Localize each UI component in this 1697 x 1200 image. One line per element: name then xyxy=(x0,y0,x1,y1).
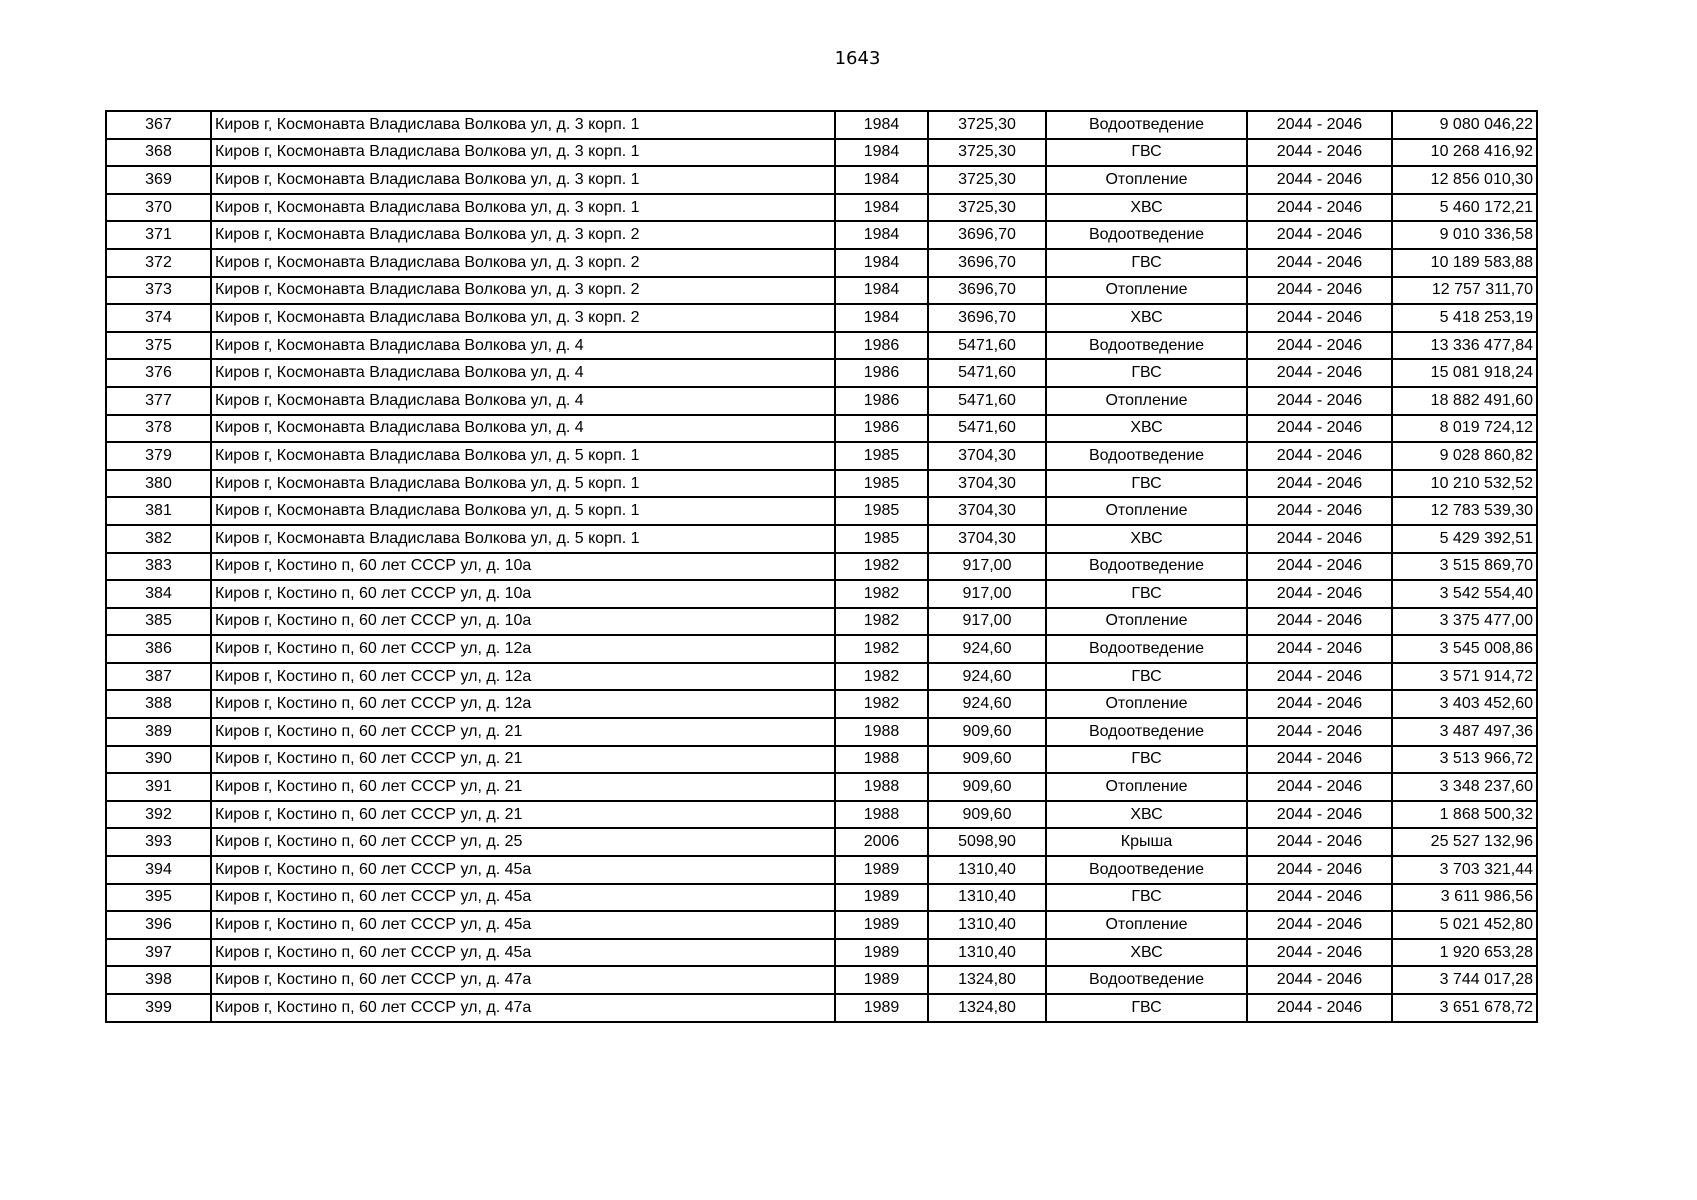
cost-cell: 5 460 172,21 xyxy=(1392,194,1537,222)
work-type-cell: Водоотведение xyxy=(1046,221,1247,249)
period-cell: 2044 - 2046 xyxy=(1247,994,1392,1022)
year-cell: 1984 xyxy=(835,221,928,249)
table-row xyxy=(106,856,1537,884)
cost-cell: 3 375 477,00 xyxy=(1392,608,1537,636)
work-type-cell: ХВС xyxy=(1046,415,1247,443)
period-cell: 2044 - 2046 xyxy=(1247,553,1392,581)
period-cell: 2044 - 2046 xyxy=(1247,304,1392,332)
table-row xyxy=(106,608,1537,636)
area-cell: 3704,30 xyxy=(928,497,1046,525)
repair-schedule-table xyxy=(105,110,1538,1023)
address-cell: Киров г, Костино п, 60 лет СССР ул, д. 10а xyxy=(211,580,835,608)
row-number-cell: 375 xyxy=(106,332,211,360)
cost-cell: 8 019 724,12 xyxy=(1392,415,1537,443)
table-row xyxy=(106,746,1537,774)
address-cell: Киров г, Космонавта Владислава Волкова ул, д. 5 корп. 1 xyxy=(211,497,835,525)
cost-cell: 15 081 918,24 xyxy=(1392,359,1537,387)
address-cell: Киров г, Космонавта Владислава Волкова ул, д. 4 xyxy=(211,359,835,387)
table-row xyxy=(106,166,1537,194)
cost-cell: 3 403 452,60 xyxy=(1392,690,1537,718)
area-cell: 917,00 xyxy=(928,553,1046,581)
year-cell: 1984 xyxy=(835,304,928,332)
year-cell: 1988 xyxy=(835,718,928,746)
row-number-cell: 372 xyxy=(106,249,211,277)
row-number-cell: 392 xyxy=(106,801,211,829)
year-cell: 1985 xyxy=(835,525,928,553)
row-number-cell: 376 xyxy=(106,359,211,387)
work-type-cell: Водоотведение xyxy=(1046,966,1247,994)
cost-cell: 10 268 416,92 xyxy=(1392,139,1537,167)
cost-cell: 3 651 678,72 xyxy=(1392,994,1537,1022)
period-cell: 2044 - 2046 xyxy=(1247,442,1392,470)
year-cell: 1989 xyxy=(835,856,928,884)
work-type-cell: Отопление xyxy=(1046,911,1247,939)
year-cell: 1989 xyxy=(835,966,928,994)
work-type-cell: Отопление xyxy=(1046,497,1247,525)
table-row xyxy=(106,828,1537,856)
year-cell: 1984 xyxy=(835,139,928,167)
area-cell: 909,60 xyxy=(928,773,1046,801)
period-cell: 2044 - 2046 xyxy=(1247,359,1392,387)
table-row xyxy=(106,249,1537,277)
address-cell: Киров г, Космонавта Владислава Волкова ул, д. 3 корп. 1 xyxy=(211,166,835,194)
area-cell: 924,60 xyxy=(928,690,1046,718)
address-cell: Киров г, Космонавта Владислава Волкова ул, д. 5 корп. 1 xyxy=(211,470,835,498)
year-cell: 1982 xyxy=(835,608,928,636)
table-row xyxy=(106,801,1537,829)
area-cell: 924,60 xyxy=(928,663,1046,691)
row-number-cell: 377 xyxy=(106,387,211,415)
year-cell: 1988 xyxy=(835,746,928,774)
work-type-cell: Водоотведение xyxy=(1046,111,1247,139)
year-cell: 1982 xyxy=(835,690,928,718)
address-cell: Киров г, Космонавта Владислава Волкова ул, д. 3 корп. 1 xyxy=(211,194,835,222)
table-row xyxy=(106,470,1537,498)
table-row xyxy=(106,773,1537,801)
address-cell: Киров г, Костино п, 60 лет СССР ул, д. 10а xyxy=(211,608,835,636)
table-row xyxy=(106,939,1537,967)
area-cell: 1324,80 xyxy=(928,966,1046,994)
row-number-cell: 397 xyxy=(106,939,211,967)
row-number-cell: 398 xyxy=(106,966,211,994)
area-cell: 1324,80 xyxy=(928,994,1046,1022)
area-cell: 3704,30 xyxy=(928,442,1046,470)
area-cell: 924,60 xyxy=(928,635,1046,663)
table-row xyxy=(106,884,1537,912)
row-number-cell: 393 xyxy=(106,828,211,856)
address-cell: Киров г, Костино п, 60 лет СССР ул, д. 12а xyxy=(211,690,835,718)
period-cell: 2044 - 2046 xyxy=(1247,773,1392,801)
year-cell: 1985 xyxy=(835,442,928,470)
cost-cell: 3 515 869,70 xyxy=(1392,553,1537,581)
table-row xyxy=(106,553,1537,581)
cost-cell: 12 856 010,30 xyxy=(1392,166,1537,194)
cost-cell: 9 010 336,58 xyxy=(1392,221,1537,249)
area-cell: 3696,70 xyxy=(928,249,1046,277)
cost-cell: 5 418 253,19 xyxy=(1392,304,1537,332)
period-cell: 2044 - 2046 xyxy=(1247,221,1392,249)
area-cell: 909,60 xyxy=(928,801,1046,829)
row-number-cell: 387 xyxy=(106,663,211,691)
row-number-cell: 369 xyxy=(106,166,211,194)
area-cell: 5098,90 xyxy=(928,828,1046,856)
table-body xyxy=(106,111,1537,1022)
table-row xyxy=(106,139,1537,167)
row-number-cell: 382 xyxy=(106,525,211,553)
year-cell: 1989 xyxy=(835,939,928,967)
table-row xyxy=(106,415,1537,443)
area-cell: 1310,40 xyxy=(928,884,1046,912)
area-cell: 5471,60 xyxy=(928,359,1046,387)
address-cell: Киров г, Космонавта Владислава Волкова ул, д. 3 корп. 2 xyxy=(211,304,835,332)
table-row xyxy=(106,277,1537,305)
row-number-cell: 379 xyxy=(106,442,211,470)
year-cell: 1982 xyxy=(835,580,928,608)
cost-cell: 9 028 860,82 xyxy=(1392,442,1537,470)
address-cell: Киров г, Костино п, 60 лет СССР ул, д. 21 xyxy=(211,718,835,746)
table-row xyxy=(106,387,1537,415)
work-type-cell: ГВС xyxy=(1046,994,1247,1022)
table-row xyxy=(106,994,1537,1022)
work-type-cell: Водоотведение xyxy=(1046,442,1247,470)
area-cell: 5471,60 xyxy=(928,415,1046,443)
year-cell: 1988 xyxy=(835,801,928,829)
page-number: 1643 xyxy=(834,48,881,69)
table-row xyxy=(106,304,1537,332)
work-type-cell: Отопление xyxy=(1046,608,1247,636)
cost-cell: 3 513 966,72 xyxy=(1392,746,1537,774)
address-cell: Киров г, Костино п, 60 лет СССР ул, д. 47а xyxy=(211,966,835,994)
area-cell: 3725,30 xyxy=(928,111,1046,139)
area-cell: 3696,70 xyxy=(928,304,1046,332)
period-cell: 2044 - 2046 xyxy=(1247,856,1392,884)
table-row xyxy=(106,966,1537,994)
period-cell: 2044 - 2046 xyxy=(1247,497,1392,525)
row-number-cell: 396 xyxy=(106,911,211,939)
table-row xyxy=(106,332,1537,360)
cost-cell: 1 920 653,28 xyxy=(1392,939,1537,967)
cost-cell: 3 744 017,28 xyxy=(1392,966,1537,994)
cost-cell: 5 021 452,80 xyxy=(1392,911,1537,939)
area-cell: 3704,30 xyxy=(928,525,1046,553)
period-cell: 2044 - 2046 xyxy=(1247,884,1392,912)
period-cell: 2044 - 2046 xyxy=(1247,939,1392,967)
address-cell: Киров г, Костино п, 60 лет СССР ул, д. 45а xyxy=(211,911,835,939)
table-row xyxy=(106,580,1537,608)
period-cell: 2044 - 2046 xyxy=(1247,635,1392,663)
work-type-cell: ГВС xyxy=(1046,663,1247,691)
work-type-cell: ГВС xyxy=(1046,884,1247,912)
table-row xyxy=(106,359,1537,387)
work-type-cell: Крыша xyxy=(1046,828,1247,856)
area-cell: 909,60 xyxy=(928,746,1046,774)
work-type-cell: ГВС xyxy=(1046,359,1247,387)
area-cell: 3696,70 xyxy=(928,221,1046,249)
work-type-cell: Водоотведение xyxy=(1046,553,1247,581)
address-cell: Киров г, Космонавта Владислава Волкова ул, д. 3 корп. 2 xyxy=(211,277,835,305)
area-cell: 917,00 xyxy=(928,580,1046,608)
year-cell: 1984 xyxy=(835,277,928,305)
table-row xyxy=(106,635,1537,663)
year-cell: 1985 xyxy=(835,497,928,525)
row-number-cell: 383 xyxy=(106,553,211,581)
address-cell: Киров г, Костино п, 60 лет СССР ул, д. 21 xyxy=(211,773,835,801)
cost-cell: 10 189 583,88 xyxy=(1392,249,1537,277)
work-type-cell: ХВС xyxy=(1046,939,1247,967)
table-row xyxy=(106,442,1537,470)
work-type-cell: Водоотведение xyxy=(1046,718,1247,746)
address-cell: Киров г, Космонавта Владислава Волкова ул, д. 4 xyxy=(211,332,835,360)
period-cell: 2044 - 2046 xyxy=(1247,277,1392,305)
row-number-cell: 374 xyxy=(106,304,211,332)
period-cell: 2044 - 2046 xyxy=(1247,718,1392,746)
cost-cell: 3 703 321,44 xyxy=(1392,856,1537,884)
period-cell: 2044 - 2046 xyxy=(1247,690,1392,718)
work-type-cell: ГВС xyxy=(1046,249,1247,277)
work-type-cell: ГВС xyxy=(1046,470,1247,498)
work-type-cell: Отопление xyxy=(1046,690,1247,718)
year-cell: 1984 xyxy=(835,111,928,139)
address-cell: Киров г, Космонавта Владислава Волкова ул, д. 4 xyxy=(211,387,835,415)
work-type-cell: Водоотведение xyxy=(1046,635,1247,663)
row-number-cell: 394 xyxy=(106,856,211,884)
period-cell: 2044 - 2046 xyxy=(1247,828,1392,856)
table-row xyxy=(106,718,1537,746)
table-row xyxy=(106,111,1537,139)
cost-cell: 3 611 986,56 xyxy=(1392,884,1537,912)
row-number-cell: 391 xyxy=(106,773,211,801)
year-cell: 1984 xyxy=(835,166,928,194)
address-cell: Киров г, Космонавта Владислава Волкова ул, д. 3 корп. 2 xyxy=(211,221,835,249)
year-cell: 1984 xyxy=(835,194,928,222)
row-number-cell: 384 xyxy=(106,580,211,608)
row-number-cell: 373 xyxy=(106,277,211,305)
year-cell: 1982 xyxy=(835,553,928,581)
area-cell: 5471,60 xyxy=(928,332,1046,360)
cost-cell: 5 429 392,51 xyxy=(1392,525,1537,553)
area-cell: 3725,30 xyxy=(928,139,1046,167)
row-number-cell: 381 xyxy=(106,497,211,525)
row-number-cell: 370 xyxy=(106,194,211,222)
address-cell: Киров г, Костино п, 60 лет СССР ул, д. 21 xyxy=(211,746,835,774)
cost-cell: 3 348 237,60 xyxy=(1392,773,1537,801)
address-cell: Киров г, Костино п, 60 лет СССР ул, д. 45а xyxy=(211,939,835,967)
row-number-cell: 385 xyxy=(106,608,211,636)
period-cell: 2044 - 2046 xyxy=(1247,166,1392,194)
address-cell: Киров г, Костино п, 60 лет СССР ул, д. 12а xyxy=(211,635,835,663)
cost-cell: 9 080 046,22 xyxy=(1392,111,1537,139)
area-cell: 917,00 xyxy=(928,608,1046,636)
address-cell: Киров г, Космонавта Владислава Волкова ул, д. 3 корп. 2 xyxy=(211,249,835,277)
row-number-cell: 380 xyxy=(106,470,211,498)
row-number-cell: 367 xyxy=(106,111,211,139)
cost-cell: 18 882 491,60 xyxy=(1392,387,1537,415)
address-cell: Киров г, Костино п, 60 лет СССР ул, д. 10а xyxy=(211,553,835,581)
address-cell: Киров г, Космонавта Владислава Волкова ул, д. 5 корп. 1 xyxy=(211,525,835,553)
row-number-cell: 395 xyxy=(106,884,211,912)
area-cell: 1310,40 xyxy=(928,911,1046,939)
address-cell: Киров г, Костино п, 60 лет СССР ул, д. 47а xyxy=(211,994,835,1022)
period-cell: 2044 - 2046 xyxy=(1247,801,1392,829)
area-cell: 3704,30 xyxy=(928,470,1046,498)
work-type-cell: Отопление xyxy=(1046,387,1247,415)
work-type-cell: ГВС xyxy=(1046,139,1247,167)
row-number-cell: 388 xyxy=(106,690,211,718)
year-cell: 1986 xyxy=(835,415,928,443)
period-cell: 2044 - 2046 xyxy=(1247,387,1392,415)
period-cell: 2044 - 2046 xyxy=(1247,525,1392,553)
row-number-cell: 389 xyxy=(106,718,211,746)
year-cell: 2006 xyxy=(835,828,928,856)
area-cell: 3696,70 xyxy=(928,277,1046,305)
year-cell: 1984 xyxy=(835,249,928,277)
cost-cell: 12 783 539,30 xyxy=(1392,497,1537,525)
address-cell: Киров г, Костино п, 60 лет СССР ул, д. 12а xyxy=(211,663,835,691)
address-cell: Киров г, Космонавта Владислава Волкова ул, д. 4 xyxy=(211,415,835,443)
work-type-cell: Отопление xyxy=(1046,277,1247,305)
period-cell: 2044 - 2046 xyxy=(1247,911,1392,939)
row-number-cell: 386 xyxy=(106,635,211,663)
area-cell: 3725,30 xyxy=(928,194,1046,222)
year-cell: 1986 xyxy=(835,387,928,415)
period-cell: 2044 - 2046 xyxy=(1247,249,1392,277)
address-cell: Киров г, Костино п, 60 лет СССР ул, д. 21 xyxy=(211,801,835,829)
year-cell: 1982 xyxy=(835,663,928,691)
work-type-cell: Водоотведение xyxy=(1046,332,1247,360)
year-cell: 1982 xyxy=(835,635,928,663)
cost-cell: 13 336 477,84 xyxy=(1392,332,1537,360)
cost-cell: 3 487 497,36 xyxy=(1392,718,1537,746)
address-cell: Киров г, Космонавта Владислава Волкова ул, д. 5 корп. 1 xyxy=(211,442,835,470)
address-cell: Киров г, Костино п, 60 лет СССР ул, д. 45а xyxy=(211,884,835,912)
area-cell: 1310,40 xyxy=(928,939,1046,967)
work-type-cell: ХВС xyxy=(1046,194,1247,222)
work-type-cell: ХВС xyxy=(1046,801,1247,829)
period-cell: 2044 - 2046 xyxy=(1247,663,1392,691)
period-cell: 2044 - 2046 xyxy=(1247,194,1392,222)
area-cell: 1310,40 xyxy=(928,856,1046,884)
cost-cell: 12 757 311,70 xyxy=(1392,277,1537,305)
cost-cell: 3 542 554,40 xyxy=(1392,580,1537,608)
work-type-cell: ХВС xyxy=(1046,304,1247,332)
cost-cell: 25 527 132,96 xyxy=(1392,828,1537,856)
period-cell: 2044 - 2046 xyxy=(1247,608,1392,636)
year-cell: 1989 xyxy=(835,911,928,939)
area-cell: 909,60 xyxy=(928,718,1046,746)
row-number-cell: 390 xyxy=(106,746,211,774)
work-type-cell: Водоотведение xyxy=(1046,856,1247,884)
address-cell: Киров г, Костино п, 60 лет СССР ул, д. 45а xyxy=(211,856,835,884)
period-cell: 2044 - 2046 xyxy=(1247,111,1392,139)
table-row xyxy=(106,663,1537,691)
period-cell: 2044 - 2046 xyxy=(1247,415,1392,443)
table-row xyxy=(106,911,1537,939)
year-cell: 1986 xyxy=(835,332,928,360)
work-type-cell: ГВС xyxy=(1046,746,1247,774)
address-cell: Киров г, Костино п, 60 лет СССР ул, д. 25 xyxy=(211,828,835,856)
year-cell: 1986 xyxy=(835,359,928,387)
row-number-cell: 371 xyxy=(106,221,211,249)
cost-cell: 1 868 500,32 xyxy=(1392,801,1537,829)
cost-cell: 3 545 008,86 xyxy=(1392,635,1537,663)
period-cell: 2044 - 2046 xyxy=(1247,580,1392,608)
work-type-cell: ГВС xyxy=(1046,580,1247,608)
year-cell: 1989 xyxy=(835,994,928,1022)
area-cell: 5471,60 xyxy=(928,387,1046,415)
table-row xyxy=(106,525,1537,553)
period-cell: 2044 - 2046 xyxy=(1247,139,1392,167)
period-cell: 2044 - 2046 xyxy=(1247,746,1392,774)
table-row xyxy=(106,221,1537,249)
period-cell: 2044 - 2046 xyxy=(1247,332,1392,360)
area-cell: 3725,30 xyxy=(928,166,1046,194)
period-cell: 2044 - 2046 xyxy=(1247,470,1392,498)
table-row xyxy=(106,497,1537,525)
cost-cell: 10 210 532,52 xyxy=(1392,470,1537,498)
work-type-cell: Отопление xyxy=(1046,166,1247,194)
address-cell: Киров г, Космонавта Владислава Волкова ул, д. 3 корп. 1 xyxy=(211,111,835,139)
row-number-cell: 368 xyxy=(106,139,211,167)
work-type-cell: ХВС xyxy=(1046,525,1247,553)
work-type-cell: Отопление xyxy=(1046,773,1247,801)
year-cell: 1985 xyxy=(835,470,928,498)
row-number-cell: 378 xyxy=(106,415,211,443)
address-cell: Киров г, Космонавта Владислава Волкова ул, д. 3 корп. 1 xyxy=(211,139,835,167)
year-cell: 1989 xyxy=(835,884,928,912)
table-row xyxy=(106,690,1537,718)
row-number-cell: 399 xyxy=(106,994,211,1022)
period-cell: 2044 - 2046 xyxy=(1247,966,1392,994)
table-row xyxy=(106,194,1537,222)
year-cell: 1988 xyxy=(835,773,928,801)
cost-cell: 3 571 914,72 xyxy=(1392,663,1537,691)
